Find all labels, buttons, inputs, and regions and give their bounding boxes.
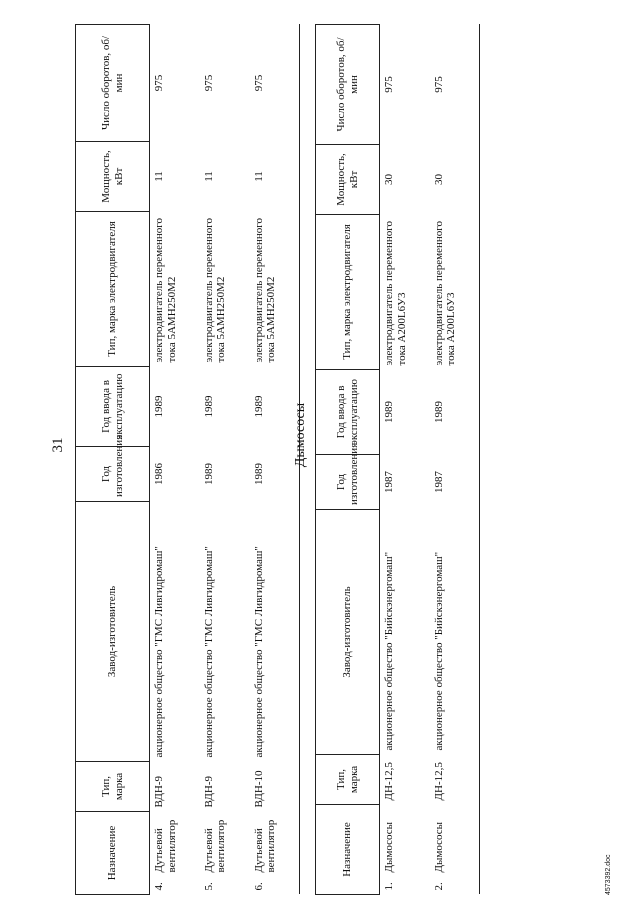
row-type: ДН-12,5 bbox=[383, 762, 395, 801]
row-name: Дутьевой вентилятор bbox=[252, 819, 278, 873]
row-motor: электродвигатель переменного тока 5АМН250М2 bbox=[202, 218, 228, 363]
row-power: 30 bbox=[432, 173, 445, 185]
row-power: 11 bbox=[153, 171, 165, 182]
row-year-commissioned: 1989 bbox=[432, 400, 445, 423]
table-header-row bbox=[316, 24, 380, 894]
table-row bbox=[380, 24, 430, 894]
row-motor: электродвигатель переменного тока А200L6У3 bbox=[432, 221, 458, 366]
table-header-row bbox=[76, 24, 150, 894]
header-motor: Тип, марка электродвигателя bbox=[76, 211, 150, 366]
row-year-commissioned: 1989 bbox=[153, 395, 165, 418]
page-number: 31 bbox=[50, 437, 66, 453]
row-manufacturer: акционерное общество "ГМС Ливгидромаш" bbox=[252, 546, 265, 758]
table-row bbox=[430, 24, 480, 894]
header-type: Тип, марка bbox=[316, 754, 380, 804]
header-name: Назначение bbox=[316, 804, 380, 894]
row-number: 1. bbox=[383, 882, 395, 891]
header-rpm: Число оборотов, об/мин bbox=[76, 24, 150, 141]
row-motor: электродвигатель переменного тока 5АМН250М2 bbox=[252, 218, 278, 363]
row-year-commissioned: 1989 bbox=[202, 395, 215, 418]
header-year-commissioned: Год ввода в эксплуатацию bbox=[316, 369, 380, 454]
header-name: Назначение bbox=[76, 811, 150, 894]
row-year-made: 1987 bbox=[383, 470, 395, 493]
row-number: 6. bbox=[252, 882, 265, 891]
row-power: 11 bbox=[252, 171, 265, 182]
row-year-commissioned: 1989 bbox=[383, 400, 395, 423]
row-rpm: 975 bbox=[383, 76, 395, 93]
row-type: ВДН-9 bbox=[153, 775, 165, 808]
header-manufacturer: Завод-изготовитель bbox=[316, 509, 380, 754]
row-manufacturer: акционерное общество "ГМС Ливгидромаш" bbox=[202, 546, 215, 758]
row-rpm: 975 bbox=[202, 74, 215, 92]
row-name: Дымососы bbox=[432, 821, 445, 873]
row-year-made: 1989 bbox=[202, 462, 215, 485]
header-year-commissioned: Год ввода в эксплуатацию bbox=[76, 366, 150, 446]
row-type: ВДН-10 bbox=[252, 770, 265, 808]
row-manufacturer: акционерное общество "ГМС Ливгидромаш" bbox=[153, 546, 165, 758]
header-motor: Тип, марка электродвигателя bbox=[316, 214, 380, 369]
header-type: Тип, марка bbox=[76, 761, 150, 811]
fans-table bbox=[75, 24, 300, 895]
row-name: Дымососы bbox=[383, 821, 395, 873]
row-manufacturer: акционерное общество "Бийскэнергомаш" bbox=[383, 551, 395, 751]
row-power: 30 bbox=[383, 173, 395, 185]
row-manufacturer: акционерное общество "Бийскэнергомаш" bbox=[432, 551, 445, 751]
row-type: ДН-12,5 bbox=[432, 762, 445, 801]
rotated-document-page bbox=[10, 15, 630, 895]
row-number: 2. bbox=[432, 882, 445, 891]
row-name: Дутьевой вентилятор bbox=[153, 819, 178, 873]
header-year-made: Год изготовления bbox=[76, 446, 150, 501]
table-row bbox=[250, 24, 300, 894]
header-rpm: Число оборотов, об/мин bbox=[316, 24, 380, 144]
row-rpm: 975 bbox=[252, 74, 265, 92]
row-name: Дутьевой вентилятор bbox=[202, 819, 228, 873]
smoke-exhausters-table bbox=[315, 24, 480, 895]
header-manufacturer: Завод-изготовитель bbox=[76, 501, 150, 761]
header-year-made: Год изготовления bbox=[316, 454, 380, 509]
row-motor: электродвигатель переменного тока А200L6У3 bbox=[383, 221, 408, 366]
row-rpm: 975 bbox=[432, 76, 445, 93]
file-reference: 4573392.doc bbox=[605, 854, 612, 895]
table-row bbox=[200, 24, 250, 894]
row-power: 11 bbox=[202, 171, 215, 182]
row-year-made: 1986 bbox=[153, 462, 165, 485]
row-rpm: 975 bbox=[153, 74, 165, 92]
row-motor: электродвигатель переменного тока 5АМН250М2 bbox=[153, 218, 178, 363]
row-number: 5. bbox=[202, 882, 215, 891]
row-year-commissioned: 1989 bbox=[252, 395, 265, 418]
table-row bbox=[150, 24, 200, 894]
row-year-made: 1987 bbox=[432, 470, 445, 493]
row-number: 4. bbox=[153, 882, 165, 891]
row-type: ВДН-9 bbox=[202, 775, 215, 808]
row-year-made: 1989 bbox=[252, 462, 265, 485]
header-power: Мощность, кВт bbox=[316, 144, 380, 214]
header-power: Мощность, кВт bbox=[76, 141, 150, 211]
section-title: Дымососы bbox=[293, 402, 308, 468]
